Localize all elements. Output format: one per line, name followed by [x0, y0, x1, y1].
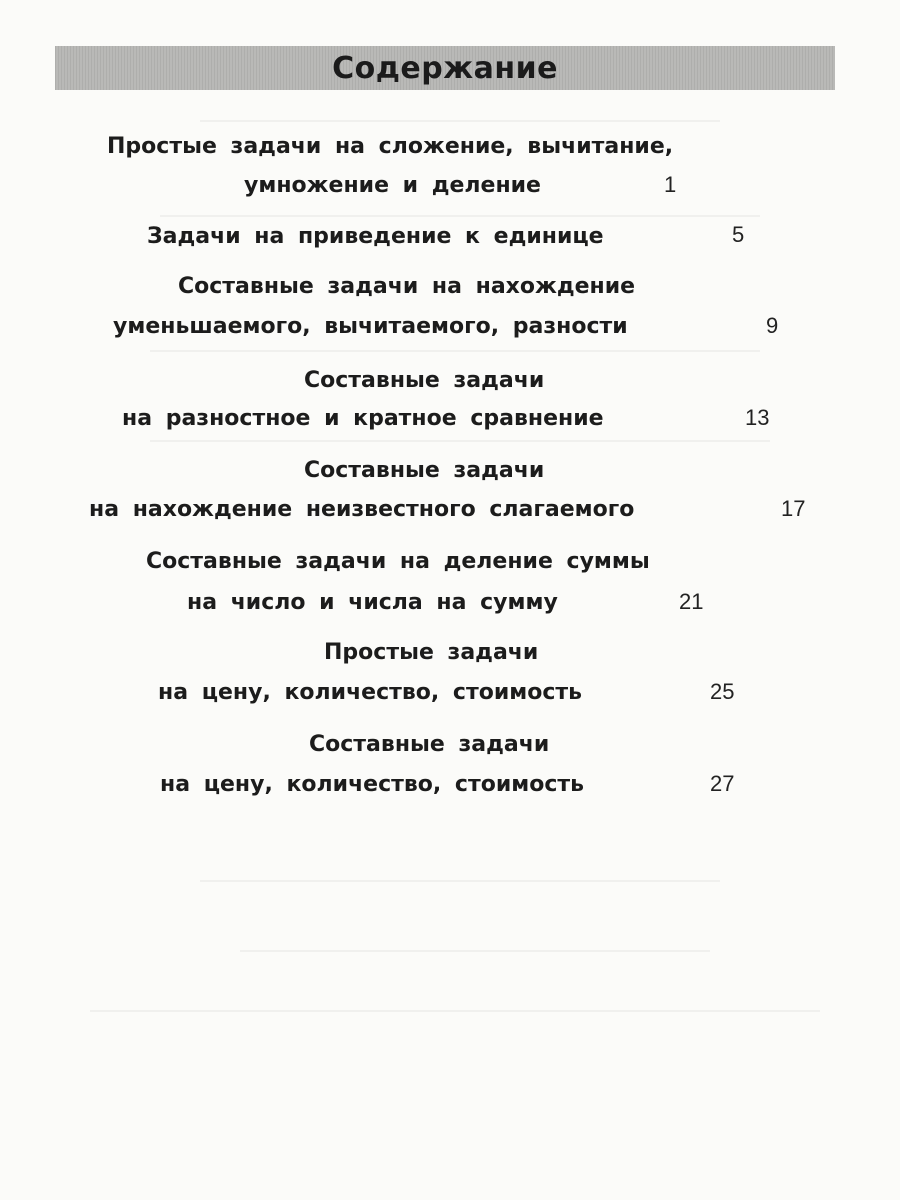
- toc-entry-4-page-number: 13: [745, 405, 770, 430]
- toc-entry-1-line-2: умножение и деление: [244, 173, 541, 198]
- toc-entry-6-line-1: Составные задачи на деление суммы: [146, 549, 650, 574]
- toc-entry-7-page-number: 25: [710, 679, 735, 704]
- show-through-texture: [160, 215, 760, 217]
- show-through-texture: [200, 880, 720, 882]
- toc-entry-8-page-number: 27: [710, 771, 735, 796]
- toc-entry-3-page-number: 9: [766, 313, 779, 338]
- toc-entry-5-line-2: на нахождение неизвестного слагаемого: [89, 497, 635, 522]
- show-through-texture: [150, 440, 770, 442]
- toc-entry-5-line-1: Составные задачи: [304, 458, 545, 483]
- toc-entry-2-line-1: Задачи на приведение к единице: [147, 224, 604, 249]
- toc-entry-3-line-1: Составные задачи на нахождение: [178, 274, 636, 299]
- toc-entry-5-page-number: 17: [781, 496, 806, 521]
- show-through-texture: [90, 1010, 820, 1012]
- toc-entry-4-line-2: на разностное и кратное сравнение: [122, 406, 604, 431]
- toc-entry-2-page-number: 5: [732, 222, 745, 247]
- show-through-texture: [240, 950, 710, 952]
- toc-entry-1-page-number: 1: [664, 172, 677, 197]
- toc-entry-8-line-1: Составные задачи: [309, 732, 550, 757]
- toc-entry-7-line-1: Простые задачи: [324, 640, 539, 665]
- toc-entry-4-line-1: Составные задачи: [304, 368, 545, 393]
- toc-entry-1-line-1: Простые задачи на сложение, вычитание,: [107, 134, 674, 159]
- toc-entry-7-line-2: на цену, количество, стоимость: [158, 680, 583, 705]
- toc-entry-3-line-2: уменьшаемого, вычитаемого, разности: [113, 314, 628, 339]
- toc-entry-8-line-2: на цену, количество, стоимость: [160, 772, 585, 797]
- contents-header-band: [55, 46, 835, 90]
- toc-entry-6-page-number: 21: [679, 589, 704, 614]
- page-title: Содержание: [332, 50, 558, 86]
- show-through-texture: [150, 350, 760, 352]
- show-through-texture: [200, 120, 720, 122]
- toc-entry-6-line-2: на число и числа на сумму: [187, 590, 558, 615]
